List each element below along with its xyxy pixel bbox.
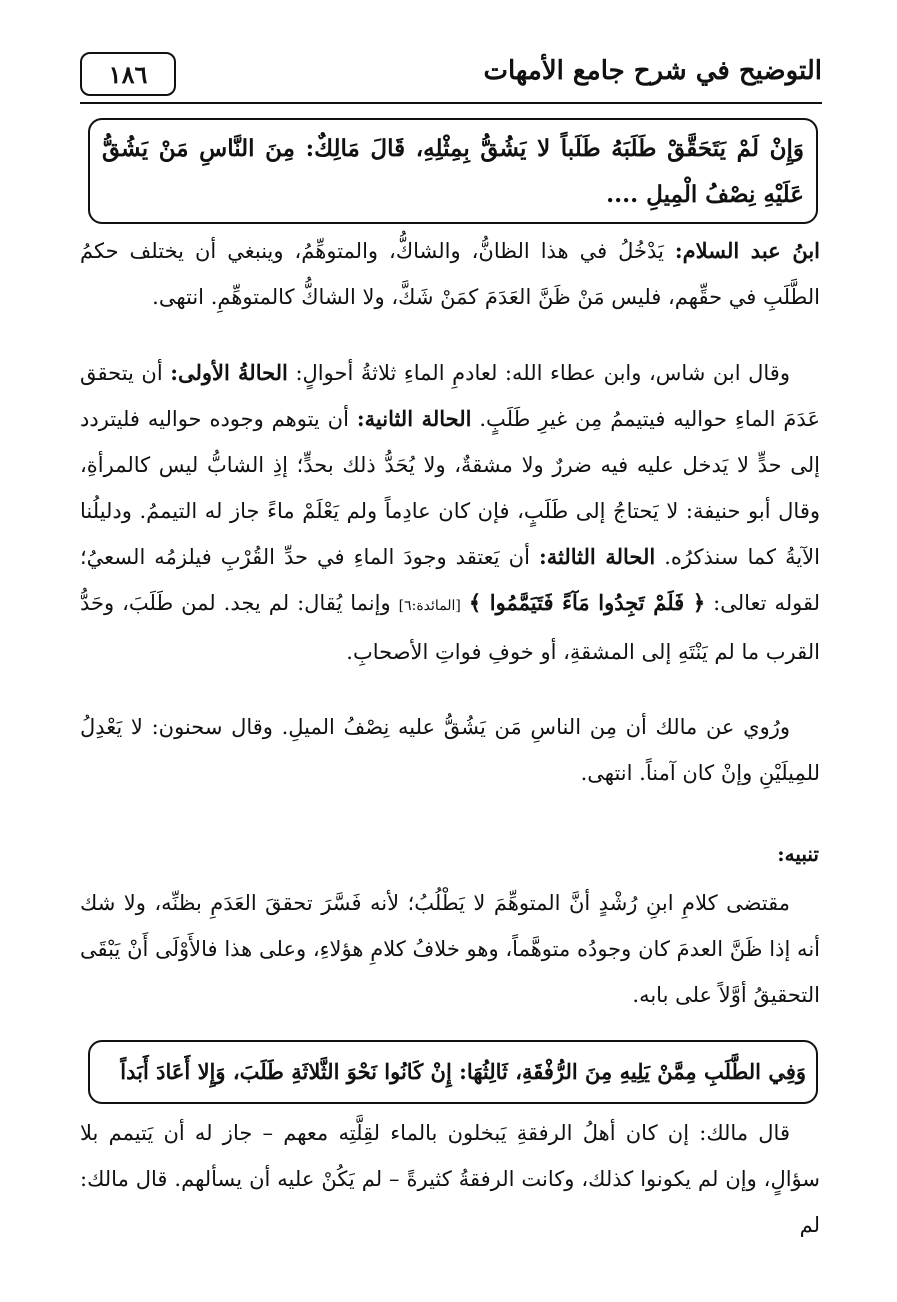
tanbih-heading: تنبيه:: [777, 842, 819, 866]
paragraph-malik-report: [80, 704, 820, 796]
quran-reference: [المائدة:٦]: [398, 598, 461, 614]
paragraph-ibn-abd-al-salam: [80, 228, 820, 320]
paragraph-three-states: [80, 350, 820, 675]
paragraph-tanbih: [80, 880, 820, 1018]
state-3-heading: الحالة الثالثة:: [538, 544, 656, 569]
paragraph-text: مقتضى كلامِ ابنِ رُشْدٍ أنَّ المتوهِّمَ لا يَطْلُبُ؛ لأنه فَسَّرَ تحققَ العَدَمِ بظنِّه، ولا شك أنه إذا ظَنَّ العدمَ كان وجودُه متوهَّماً، وهو خلافُ كلامِ هؤلاءِ، وعلى هذا فالأَوْلَى أَنْ يَبْقَى التحقيقُ أوَّلاً على بابه.: [80, 891, 820, 1007]
state-1-text: أن يتحقق عَدَمَ الماءِ حواليه فيتيممُ مِن غيرِ طَلَبٍ.: [80, 361, 820, 431]
matn-quote-box-2: وَفِي الطَّلَبِ مِمَّنْ يَلِيهِ مِنَ الرُّفْقَةِ، ثَالِثُهَا: إِنْ كَانُوا نَحْوَ الثَّلاثَةِ طَلَبَ، وَإِلا أَعَادَ أَبَداً: [88, 1040, 818, 1104]
state-2-text: أن يتوهم وجوده حواليه فليتردد إلى حدٍّ لا يَدخل عليه فيه ضررٌ ولا مشقةٌ، ولا يُحَدُّ ذلك بحدٍّ؛ إذِ الشابُّ ليس كالمرأةِ، وقال أبو حنيفة: لا يَحتاجُ إلى طَلَبٍ، فإن كان عادِماً ولم يَعْلَمْ ماءً جاز له التيممُ. ودليلُنا الآيةُ كما سنذكرُه.: [80, 407, 820, 569]
state-3-text: أن يَعتقد وجودَ الماءِ في حدِّ القُرْبِ فيلزمُه السعيُ؛ لقوله تعالى:: [80, 545, 820, 615]
page-number: ١٨٦: [80, 52, 176, 96]
state-1-heading: الحالةُ الأولى:: [170, 360, 288, 385]
paragraph-text: يَدْخُلُ في هذا الظانُّ، والشاكُّ، والمتوهِّمُ، وينبغي أن يختلف حكمُ الطَّلَبِ في حقِّهم، فليس مَنْ ظَنَّ العَدَمَ كمَنْ شَكَّ، ولا الشاكُّ كالمتوهِّمِ. انتهى.: [80, 239, 820, 309]
header-rule: [80, 102, 822, 104]
matn-quote-box: وَإِنْ لَمْ يَتَحَقَّقْ طَلَبَهُ طَلَباً لا يَشُقُّ بِمِثْلِهِ، قَالَ مَالِكٌ: مِنَ النَّاسِ مَنْ يَشُقُّ عَلَيْهِ نِصْفُ الْمِيلِ ....: [88, 118, 818, 224]
state-2-heading: الحالة الثانية:: [356, 406, 472, 431]
paragraph-text: ورُوي عن مالك أن مِن الناسِ مَن يَشُقُّ عليه نِصْفُ الميلِ. وقال سحنون: لا يَعْدِلُ للمِيلَيْنِ وإنْ كان آمناً. انتهى.: [80, 715, 820, 785]
running-title: التوضيح في شرح جامع الأمهات: [483, 56, 822, 86]
page-header: [80, 52, 822, 108]
state-3-continuation: وإنما يُقال: لم يجد. لمن طَلَبَ، وحَدُّ القرب ما لم يَنْتَهِ إلى المشقةِ، أو خوفِ فواتِ الأصحابِ.: [80, 591, 820, 664]
paragraph-intro: وقال ابن شاس، وابن عطاء الله: لعادمِ الماءِ ثلاثةُ أحوالٍ:: [295, 361, 790, 385]
paragraph-malik-rufqa: [80, 1110, 820, 1248]
paragraph-text: قال مالك: إن كان أهلُ الرفقةِ يَبخلون بالماء لقِلَّتِه معهم – جاز له أن يَتيمم بلا سؤالٍ، وإن لم يكونوا كذلك، وكانت الرفقةُ كثيرةً – لم يَكُنْ عليه أن يسألهم. قال مالك: لم: [80, 1121, 820, 1237]
speaker-label: ابنُ عبد السلام:: [674, 238, 820, 263]
quran-verse: ﴿ فَلَمْ تَجِدُوا مَآءً فَتَيَمَّمُوا ﴾: [468, 590, 706, 615]
